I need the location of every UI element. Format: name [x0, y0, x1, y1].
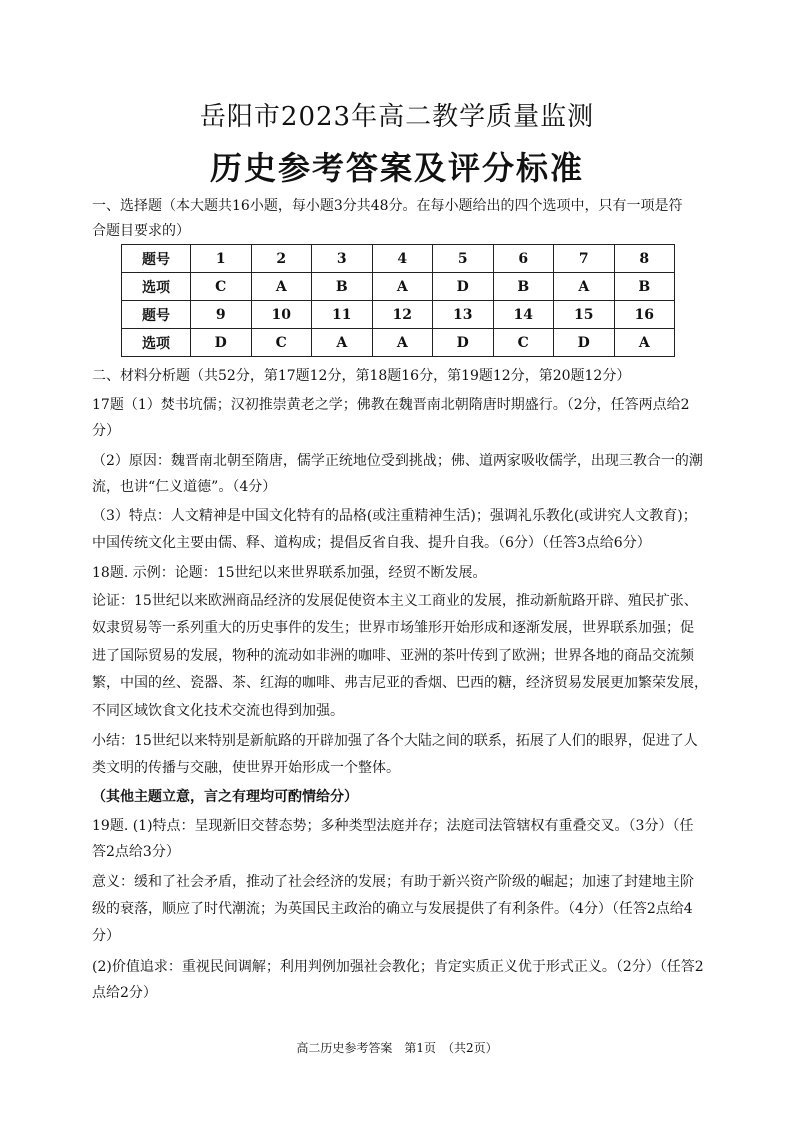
q18-summary-line1: 小结：15世纪以来特别是新航路的开辟加强了各个大陆之间的联系，拓展了人们的眼界，促进了人 [92, 733, 698, 749]
q17-part2-line1: （2）原因：魏晋南北朝至隋唐，儒学正统地位受到挑战；佛、道两家吸收儒学，出现三教合一的潮 [92, 453, 703, 469]
question-number: 4 [372, 245, 433, 273]
question-number: 13 [433, 301, 494, 329]
option-label: 选项 [122, 329, 191, 357]
question-label: 题号 [122, 245, 191, 273]
question-number: 12 [372, 301, 433, 329]
q17-part3-line2: 中国传统文化主要由儒、释、道构成；提倡反省自我、提升自我。（6分）（任答3点给6分） [92, 535, 651, 551]
q19-significance-line3: 分） [92, 928, 120, 944]
q18-argument-line2: 奴隶贸易等一系列重大的历史事件的发生；世界市场雏形开始形成和逐渐发展，世界联系加强；促 [92, 620, 694, 636]
q19-part1-line2: 答2点给3分） [92, 844, 180, 860]
question-number: 14 [493, 301, 554, 329]
question-number: 6 [493, 245, 554, 273]
page-title: 岳阳市2023年高二教学质量监测 [199, 102, 595, 132]
answer-option: D [433, 273, 494, 301]
answer-option: B [614, 273, 675, 301]
q18-intro: 18题. 示例：论题：15世纪以来世界联系加强，经贸不断发展。 [92, 565, 487, 581]
q19-part2-line1: (2)价值追求：重视民间调解；利用判例加强社会教化；肯定实质正义优于形式正义。（2分）（任答2 [92, 959, 704, 975]
question-number: 1 [191, 245, 252, 273]
answer-option: A [372, 329, 433, 357]
question-number: 8 [614, 245, 675, 273]
answer-option: D [433, 329, 494, 357]
q17-part2-line2: 流，也讲“仁义道德”。（4分） [92, 479, 277, 495]
question-number: 11 [312, 301, 373, 329]
question-number: 3 [312, 245, 373, 273]
q19-part1-line1: 19题. (1)特点：呈现新旧交替态势；多种类型法庭并存；法庭司法管辖权有重叠交叉。（3分）（任 [92, 818, 694, 834]
answer-option: B [493, 273, 554, 301]
q18-argument-line4: 繁，中国的丝、瓷器、茶、红海的咖啡、弗吉尼亚的香烟、巴西的糖，经济贸易发展更加繁荣发展， [92, 675, 708, 691]
q18-argument-line3: 进了国际贸易的发展，物种的流动如非洲的咖啡、亚洲的茶叶传到了欧洲；世界各地的商品交流频 [92, 648, 694, 664]
q18-summary-line2: 类文明的传播与交融，使世界开始形成一个整体。 [92, 760, 400, 776]
table-row [122, 273, 675, 301]
q19-significance-line2: 级的衰落，顺应了时代潮流；为英国民主政治的确立与发展提供了有利条件。（4分）（任答2点给4 [92, 901, 693, 917]
question-number: 9 [191, 301, 252, 329]
answer-option: A [372, 273, 433, 301]
question-number: 10 [251, 301, 312, 329]
table-row [122, 301, 675, 329]
q19-significance-line1: 意义：缓和了社会矛盾，推动了社会经济的发展；有助于新兴资产阶级的崛起；加速了封建地主阶 [92, 874, 694, 890]
q17-part1-line1: 17题（1）焚书坑儒；汉初推崇黄老之学；佛教在魏晋南北朝隋唐时期盛行。（2分，任答两点给2 [92, 397, 690, 413]
question-number: 2 [251, 245, 312, 273]
q17-part1-line2: 分） [92, 423, 120, 439]
question-number: 15 [554, 301, 615, 329]
answer-option: A [312, 329, 373, 357]
option-label: 选项 [122, 273, 191, 301]
q17-part3-line1: （3）特点：人文精神是中国文化特有的品格(或注重精神生活)；强调礼乐教化(或讲究人文教育)； [92, 508, 697, 524]
answer-option: A [554, 273, 615, 301]
q18-argument-line1: 论证：15世纪以来欧洲商品经济的发展促使资本主义工商业的发展，推动新航路开辟、殖民扩张、 [92, 593, 698, 609]
question-number: 16 [614, 301, 675, 329]
q18-argument-line5: 不同区域饮食文化技术交流也得到加强。 [92, 703, 344, 719]
answer-option: C [493, 329, 554, 357]
answer-option: D [191, 329, 252, 357]
answer-table [121, 244, 675, 357]
answer-option: C [191, 273, 252, 301]
table-row [122, 245, 675, 273]
page-footer: 高二历史参考答案 第1页 （共2页） [296, 1041, 498, 1055]
answer-option: C [251, 329, 312, 357]
q19-part2-line2: 点给2分） [92, 985, 157, 1001]
table-row [122, 329, 675, 357]
answer-option: A [614, 329, 675, 357]
question-number: 7 [554, 245, 615, 273]
q18-scoring-note: （其他主题立意，言之有理均可酌情给分） [92, 789, 358, 805]
answer-option: B [312, 273, 373, 301]
section1-heading-line1: 一、选择题（本大题共16小题，每小题3分共48分。在每小题给出的四个选项中，只有一项是符 [92, 198, 683, 214]
section2-heading: 二、材料分析题（共52分，第17题12分，第18题16分，第19题12分，第20题12分） [92, 368, 631, 384]
answer-option: D [554, 329, 615, 357]
answer-option: A [251, 273, 312, 301]
question-number: 5 [433, 245, 494, 273]
page-subtitle: 历史参考答案及评分标准 [209, 149, 584, 187]
question-label: 题号 [122, 301, 191, 329]
section1-heading-line2: 合题目要求的） [92, 223, 190, 239]
